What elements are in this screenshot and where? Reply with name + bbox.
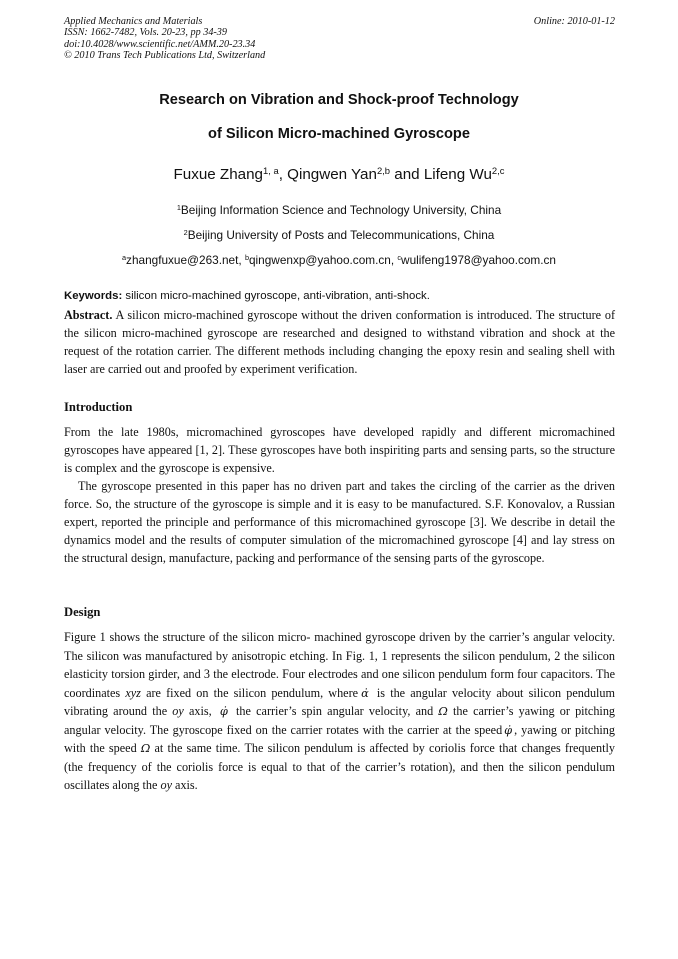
author-name: Fuxue Zhang bbox=[173, 166, 263, 183]
introduction-heading: Introduction bbox=[64, 400, 133, 414]
author-list bbox=[0, 166, 678, 183]
abstract-text: A silicon micro-machined gyroscope without the driven conformation is introduced. The structure of the silicon micro-machined gyroscope are researched and designed to withstand vibration and shock at the request of the rotation carrier. The different methods including changing the epoxy resin and sealing shell with laser are carried out and proofed by experiment verification. bbox=[64, 308, 615, 377]
introduction-paragraph-2: The gyroscope presented in this paper has no driven part and takes the circling of the carrier as the driven force. So, the structure of the gyroscope is simple and it is easy to be manufactured. S.F. Konovalov, a Russian expert, reported the principle and performance of this micromachined gyroscope [3]. We describe in detail the dynamics model and the results of computer simulation of the micromachined gyroscope [4] and lay stress on the structural design, manufacture, packing and performance of the sensing parts of the gyroscope. bbox=[64, 479, 615, 566]
copyright-line: © 2010 Trans Tech Publications Ltd, Switzerland bbox=[64, 50, 266, 62]
journal-header bbox=[64, 16, 615, 62]
design-heading: Design bbox=[64, 605, 101, 619]
email-address: wulifeng1978@yahoo.com.cn bbox=[401, 253, 556, 267]
design-text: , yawing or pitching with the speed bbox=[64, 722, 615, 755]
math-oy: oy bbox=[172, 704, 184, 718]
design-text: at the same time. The silicon pendulum is affected by coriolis force that changes frequently (the frequency of the coriolis force is equal to that of the carrier’s rotation), and then the silicon pendulum oscillates along the bbox=[64, 741, 615, 792]
affiliation-1 bbox=[0, 203, 678, 217]
author-superscript: 1, a bbox=[263, 164, 279, 176]
keywords-text: silicon micro-machined gyroscope, anti-vibration, anti-shock. bbox=[122, 290, 430, 302]
abstract-label: Abstract. bbox=[64, 308, 113, 322]
affiliation-2 bbox=[0, 228, 678, 242]
design-text: the carrier’s spin angular velocity, and bbox=[230, 704, 439, 718]
email-superscript: a bbox=[121, 252, 127, 262]
email-superscript: c bbox=[397, 252, 402, 262]
author-name: Lifeng Wu bbox=[423, 166, 492, 183]
math-omega: Ω bbox=[140, 741, 151, 755]
author-name: Qingwen Yan bbox=[287, 166, 377, 183]
introduction-paragraph-1: From the late 1980s, micromachined gyroscopes have developed rapidly and different micromachined gyroscopes have appeared [1, 2]. These gyroscopes have both inspiriting parts and sensing parts, so the structure is complex and the gyroscope is expensive. bbox=[64, 425, 615, 476]
author-separator: and bbox=[390, 166, 424, 183]
paper-title-line-1: Research on Vibration and Shock-proof Technology bbox=[159, 92, 519, 108]
math-alpha-dot: α̇ bbox=[361, 685, 369, 700]
email-superscript: b bbox=[244, 252, 249, 262]
math-phi-dot: φ̇ bbox=[219, 704, 228, 718]
design-text: is the angular velocity about silicon pendulum vibrating around the bbox=[64, 685, 615, 718]
design-text: are fixed on the silicon pendulum, where bbox=[140, 685, 359, 700]
email-line bbox=[0, 253, 678, 267]
design-text: the carrier’s yawing or pitching angular velocity. The gyroscope fixed on the carrier rotates with the carrier at the speed bbox=[64, 704, 616, 737]
affiliation-superscript: 2 bbox=[183, 227, 188, 237]
math-omega: Ω bbox=[438, 704, 448, 718]
math-phi-dot: φ̇ bbox=[504, 722, 513, 737]
email-address: zhangfuxue@263.net, bbox=[126, 253, 245, 267]
math-oy: oy bbox=[160, 778, 172, 792]
author-separator: , bbox=[278, 166, 288, 183]
design-paragraph bbox=[64, 628, 615, 795]
affiliation-text: Beijing University of Posts and Telecommunications, China bbox=[187, 228, 495, 242]
author-superscript: 2,c bbox=[491, 164, 505, 176]
doi-line: doi:10.4028/www.scientific.net/AMM.20-23.34 bbox=[64, 38, 256, 50]
email-address: qingwenxp@yahoo.com.cn, bbox=[249, 253, 398, 267]
journal-name: Applied Mechanics and Materials bbox=[64, 16, 203, 27]
affiliation-superscript: 1 bbox=[176, 202, 181, 212]
abstract-paragraph bbox=[64, 306, 615, 378]
design-text: axis, bbox=[183, 704, 217, 718]
paper-title-line-2: of Silicon Micro-machined Gyroscope bbox=[208, 126, 470, 142]
design-text: Figure 1 shows the structure of the silicon micro- machined gyroscope driven by the carrier’s angular velocity. The silicon was manufactured by anisotropic etching. In Fig. 1, 1 represents the silicon pendulum, 2 the silicon elasticity torsion girder, and 3 the electrode. Four electrodes and one silicon pendulum form four capacitors. The coordinates bbox=[64, 630, 615, 700]
keywords-label: Keywords: bbox=[64, 290, 123, 302]
affiliation-text: Beijing Information Science and Technology University, China bbox=[180, 203, 502, 217]
author-superscript: 2,b bbox=[376, 164, 391, 176]
issn-line: ISSN: 1662-7482, Vols. 20-23, pp 34-39 bbox=[64, 27, 227, 39]
design-text: axis. bbox=[171, 778, 198, 792]
online-date: Online: 2010-01-12 bbox=[533, 16, 615, 27]
math-xyz: xyz bbox=[125, 685, 141, 700]
keywords-line bbox=[64, 290, 615, 302]
